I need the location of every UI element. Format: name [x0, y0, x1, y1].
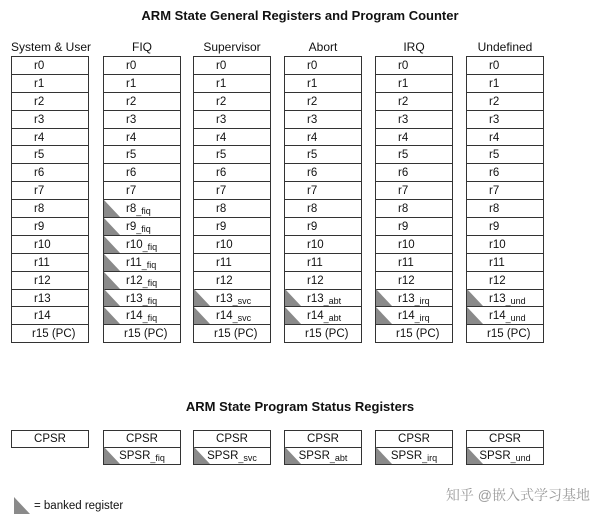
- cpsr-box: [11, 430, 89, 448]
- register-cell: [12, 200, 88, 218]
- register-subscript: _irq: [414, 313, 430, 324]
- register-cell: [285, 254, 361, 272]
- register-cell: [285, 129, 361, 147]
- register-label: r5: [489, 149, 500, 162]
- register-cell: [285, 182, 361, 200]
- banked-triangle-icon: [104, 218, 120, 235]
- register-cell: [194, 129, 270, 147]
- mode-column: [466, 40, 544, 343]
- register-cell: [12, 164, 88, 182]
- register-subscript: _fiq: [142, 295, 158, 306]
- mode-header: Abort: [308, 40, 338, 54]
- register-cell: [104, 57, 180, 75]
- register-label: r1: [398, 77, 409, 90]
- register-cell: [285, 111, 361, 129]
- mode-column: [103, 40, 181, 343]
- banked-triangle-icon: [467, 307, 483, 324]
- register-subscript: _und: [505, 295, 526, 306]
- register-cell: [467, 93, 543, 111]
- register-subscript: _svc: [232, 295, 252, 306]
- register-label: r12: [216, 274, 233, 287]
- register-cell: [376, 146, 452, 164]
- register-cell: [194, 75, 270, 93]
- register-label: r0: [307, 60, 318, 72]
- register-cell: [12, 218, 88, 236]
- register-cell: [376, 254, 452, 272]
- banked-triangle-icon: [194, 307, 210, 324]
- register-cell: [194, 146, 270, 164]
- register-cell: [104, 307, 180, 325]
- register-label: r5: [307, 149, 318, 162]
- register-label: r3: [216, 113, 227, 126]
- spsr-box: [375, 448, 453, 465]
- psr-title: ARM State Program Status Registers: [185, 399, 415, 414]
- register-label: r14: [126, 310, 143, 323]
- register-cell: [104, 254, 180, 272]
- register-cell: [12, 325, 88, 343]
- register-table: [103, 56, 181, 343]
- banked-triangle-icon: [467, 447, 483, 464]
- register-cell: [104, 182, 180, 200]
- register-label: r4: [216, 131, 227, 144]
- cpsr-box: [284, 430, 362, 448]
- register-cell: [467, 272, 543, 290]
- register-cell: [194, 290, 270, 308]
- register-cell: [467, 129, 543, 147]
- register-label: r2: [126, 95, 137, 108]
- banked-triangle-icon: [194, 289, 210, 306]
- mode-column: [11, 40, 92, 343]
- register-label: r6: [126, 167, 137, 180]
- register-cell: [376, 307, 452, 325]
- register-label: r1: [216, 77, 227, 90]
- register-cell: [194, 218, 270, 236]
- register-label: r10: [307, 238, 324, 251]
- cpsr-box: [193, 430, 271, 448]
- psr-column: [466, 430, 544, 465]
- register-cell: [12, 129, 88, 147]
- register-label: r3: [398, 113, 409, 126]
- register-subscript: _und: [505, 313, 526, 324]
- banked-triangle-icon: [14, 497, 30, 514]
- register-label: r14: [489, 310, 506, 323]
- spsr-label: SPSR: [479, 450, 511, 462]
- register-label: r15 (PC): [396, 328, 440, 341]
- banked-triangle-icon: [285, 307, 301, 324]
- register-label: r7: [489, 185, 500, 198]
- register-label: r5: [34, 149, 45, 162]
- register-cell: [104, 75, 180, 93]
- psr-column: [193, 430, 271, 465]
- register-subscript: _fiq: [136, 224, 151, 235]
- register-label: r1: [34, 77, 45, 90]
- register-label: r0: [34, 60, 45, 72]
- register-cell: [194, 236, 270, 254]
- register-cell: [467, 290, 543, 308]
- mode-header: System & User: [11, 40, 92, 54]
- register-label: r9: [307, 221, 318, 234]
- register-label: r2: [398, 95, 409, 108]
- register-cell: [467, 111, 543, 129]
- mode-header: Supervisor: [203, 40, 261, 54]
- register-subscript: _irq: [414, 295, 430, 306]
- register-label: r13: [307, 292, 324, 305]
- register-label: r0: [398, 60, 409, 72]
- register-label: r13: [398, 292, 415, 305]
- register-label: r7: [126, 185, 137, 198]
- register-cell: [376, 200, 452, 218]
- spsr-box: [193, 448, 271, 465]
- register-cell: [12, 272, 88, 290]
- register-label: r14: [398, 310, 415, 323]
- psr-column: [103, 430, 181, 465]
- psr-column: [284, 430, 362, 465]
- register-label: r15 (PC): [124, 328, 168, 341]
- cpsr-label: CPSR: [398, 433, 430, 445]
- register-cell: [194, 93, 270, 111]
- register-label: r14: [216, 310, 233, 323]
- register-cell: [467, 164, 543, 182]
- register-label: r13: [216, 292, 233, 305]
- register-cell: [12, 93, 88, 111]
- register-cell: [376, 129, 452, 147]
- mode-header: FIQ: [132, 40, 152, 54]
- register-cell: [104, 111, 180, 129]
- register-cell: [376, 236, 452, 254]
- register-label: r4: [398, 131, 409, 144]
- register-label: r10: [489, 238, 506, 251]
- register-label: r4: [307, 131, 318, 144]
- cpsr-label: CPSR: [489, 433, 521, 445]
- register-subscript: _fiq: [136, 206, 151, 217]
- register-label: r11: [307, 256, 323, 269]
- register-label: r7: [34, 185, 45, 198]
- register-cell: [285, 200, 361, 218]
- register-cell: [467, 236, 543, 254]
- register-subscript: _fiq: [142, 277, 158, 288]
- register-label: r8: [216, 203, 227, 216]
- register-table: [11, 56, 89, 343]
- register-label: r5: [398, 149, 409, 162]
- register-label: r10: [398, 238, 415, 251]
- register-label: r15 (PC): [214, 328, 258, 341]
- banked-triangle-icon: [104, 200, 120, 217]
- register-cell: [467, 75, 543, 93]
- register-cell: [285, 290, 361, 308]
- register-subscript: _abt: [323, 295, 342, 306]
- register-label: r11: [489, 256, 505, 269]
- register-label: r6: [489, 167, 500, 180]
- banked-triangle-icon: [376, 289, 392, 306]
- register-cell: [376, 75, 452, 93]
- register-cell: [285, 325, 361, 343]
- register-table: [193, 56, 271, 343]
- spsr-label: SPSR: [298, 450, 330, 462]
- banked-triangle-icon: [104, 236, 120, 253]
- register-cell: [376, 57, 452, 75]
- spsr-subscript: _fiq: [150, 453, 165, 463]
- spsr-label: SPSR: [390, 450, 423, 462]
- cpsr-box: [466, 430, 544, 448]
- register-label: r10: [34, 238, 51, 251]
- register-cell: [104, 93, 180, 111]
- register-label: r13: [489, 292, 506, 305]
- register-label: r14: [34, 310, 51, 323]
- register-label: r10: [126, 238, 143, 251]
- register-cell: [285, 164, 361, 182]
- register-cell: [467, 200, 543, 218]
- register-label: r11: [126, 256, 142, 269]
- register-label: r9: [126, 221, 137, 234]
- banked-triangle-icon: [467, 289, 483, 306]
- register-cell: [104, 164, 180, 182]
- register-label: r11: [216, 256, 232, 269]
- register-cell: [467, 325, 543, 343]
- register-subscript: _fiq: [141, 259, 157, 270]
- register-label: r6: [34, 167, 45, 180]
- register-cell: [376, 272, 452, 290]
- register-label: r11: [34, 256, 50, 269]
- register-label: r7: [398, 185, 409, 198]
- register-label: r4: [126, 131, 137, 144]
- register-label: r5: [216, 149, 227, 162]
- banked-triangle-icon: [376, 447, 392, 464]
- spsr-box: [103, 448, 181, 465]
- cpsr-label: CPSR: [126, 433, 158, 445]
- register-cell: [12, 254, 88, 272]
- register-label: r1: [489, 77, 500, 90]
- register-cell: [12, 111, 88, 129]
- register-label: r0: [489, 60, 500, 72]
- spsr-subscript: _abt: [329, 453, 348, 463]
- register-label: r8: [126, 203, 137, 216]
- register-label: r8: [307, 203, 318, 216]
- cpsr-label: CPSR: [307, 433, 339, 445]
- banked-triangle-icon: [104, 307, 120, 324]
- register-label: r3: [126, 113, 137, 126]
- banked-triangle-icon: [104, 447, 120, 464]
- cpsr-box: [375, 430, 453, 448]
- register-table: [284, 56, 362, 343]
- register-label: r3: [489, 113, 500, 126]
- banked-triangle-icon: [285, 447, 301, 464]
- register-cell: [104, 218, 180, 236]
- banked-triangle-icon: [104, 272, 120, 289]
- register-cell: [12, 236, 88, 254]
- register-subscript: _abt: [323, 313, 342, 324]
- legend-text: = banked register: [34, 500, 124, 512]
- spsr-subscript: _svc: [238, 453, 257, 463]
- register-label: r6: [398, 167, 409, 180]
- register-cell: [285, 75, 361, 93]
- register-label: r14: [307, 310, 324, 323]
- spsr-label: SPSR: [207, 450, 239, 462]
- register-cell: [285, 307, 361, 325]
- register-cell: [104, 146, 180, 164]
- register-cell: [194, 254, 270, 272]
- register-label: r6: [307, 167, 318, 180]
- register-cell: [467, 57, 543, 75]
- register-table: [466, 56, 544, 343]
- register-label: r15 (PC): [487, 328, 531, 341]
- register-cell: [285, 272, 361, 290]
- register-label: r13: [126, 292, 143, 305]
- register-label: r12: [126, 274, 143, 287]
- register-cell: [285, 93, 361, 111]
- register-label: r12: [398, 274, 415, 287]
- register-cell: [467, 218, 543, 236]
- register-cell: [104, 290, 180, 308]
- register-cell: [104, 200, 180, 218]
- watermark: 知乎 @嵌入式学习基地: [445, 487, 590, 503]
- spsr-label: SPSR: [119, 450, 151, 462]
- register-cell: [104, 325, 180, 343]
- register-cell: [194, 57, 270, 75]
- register-label: r7: [216, 185, 227, 198]
- register-cell: [376, 111, 452, 129]
- register-subscript: _fiq: [142, 313, 158, 324]
- psr-column: [11, 430, 89, 448]
- register-label: r12: [489, 274, 506, 287]
- register-label: r13: [34, 292, 51, 305]
- register-label: r6: [216, 167, 227, 180]
- register-cell: [285, 236, 361, 254]
- register-label: r9: [34, 221, 45, 234]
- register-cell: [467, 307, 543, 325]
- psr-column: [375, 430, 453, 465]
- register-cell: [12, 290, 88, 308]
- register-cell: [376, 218, 452, 236]
- register-cell: [12, 307, 88, 325]
- register-label: r4: [34, 131, 45, 144]
- register-label: r15 (PC): [305, 328, 349, 341]
- spsr-box: [466, 448, 544, 465]
- register-label: r3: [307, 113, 318, 126]
- register-label: r12: [307, 274, 324, 287]
- banked-triangle-icon: [285, 289, 301, 306]
- register-label: r9: [216, 221, 227, 234]
- banked-triangle-icon: [104, 289, 120, 306]
- mode-header: IRQ: [403, 40, 425, 54]
- register-cell: [194, 307, 270, 325]
- register-cell: [285, 146, 361, 164]
- spsr-box: [284, 448, 362, 465]
- register-label: r1: [126, 77, 137, 90]
- register-cell: [467, 182, 543, 200]
- register-label: r2: [307, 95, 318, 108]
- register-label: r9: [489, 221, 500, 234]
- register-cell: [12, 182, 88, 200]
- register-label: r0: [216, 60, 227, 72]
- register-cell: [285, 57, 361, 75]
- register-label: r12: [34, 274, 51, 287]
- cpsr-label: CPSR: [216, 433, 248, 445]
- register-cell: [376, 290, 452, 308]
- register-label: r2: [216, 95, 227, 108]
- mode-column: [284, 40, 362, 343]
- banked-triangle-icon: [376, 307, 392, 324]
- register-cell: [104, 272, 180, 290]
- cpsr-box: [103, 430, 181, 448]
- register-cell: [12, 146, 88, 164]
- mode-column: [375, 40, 453, 343]
- register-cell: [376, 182, 452, 200]
- register-label: r8: [398, 203, 409, 216]
- register-subscript: _svc: [232, 313, 252, 324]
- banked-triangle-icon: [194, 447, 210, 464]
- register-cell: [376, 93, 452, 111]
- register-cell: [104, 129, 180, 147]
- register-cell: [12, 75, 88, 93]
- register-label: r10: [216, 238, 233, 251]
- register-label: r5: [126, 149, 137, 162]
- register-label: r11: [398, 256, 414, 269]
- register-cell: [194, 200, 270, 218]
- register-label: r8: [34, 203, 45, 216]
- register-label: r8: [489, 203, 500, 216]
- register-cell: [194, 182, 270, 200]
- register-label: r9: [398, 221, 409, 234]
- register-cell: [285, 218, 361, 236]
- register-label: r3: [34, 113, 45, 126]
- register-cell: [104, 236, 180, 254]
- register-cell: [376, 164, 452, 182]
- register-label: r1: [307, 77, 318, 90]
- register-label: r0: [126, 60, 137, 72]
- register-label: r7: [307, 185, 318, 198]
- banked-triangle-icon: [104, 254, 120, 271]
- register-label: r4: [489, 131, 500, 144]
- register-cell: [467, 146, 543, 164]
- diagram-title: ARM State General Registers and Program Counter: [141, 8, 459, 23]
- register-cell: [194, 111, 270, 129]
- register-cell: [376, 325, 452, 343]
- register-cell: [194, 325, 270, 343]
- register-cell: [467, 254, 543, 272]
- register-cell: [12, 57, 88, 75]
- register-label: r15 (PC): [32, 328, 76, 341]
- register-subscript: _fiq: [142, 241, 158, 252]
- spsr-subscript: _und: [510, 453, 531, 463]
- mode-column: [193, 40, 271, 343]
- register-label: r2: [489, 95, 500, 108]
- mode-header: Undefined: [477, 40, 533, 54]
- register-cell: [194, 164, 270, 182]
- register-cell: [194, 272, 270, 290]
- register-label: r2: [34, 95, 45, 108]
- cpsr-label: CPSR: [34, 433, 66, 445]
- spsr-subscript: _irq: [422, 453, 438, 463]
- register-table: [375, 56, 453, 343]
